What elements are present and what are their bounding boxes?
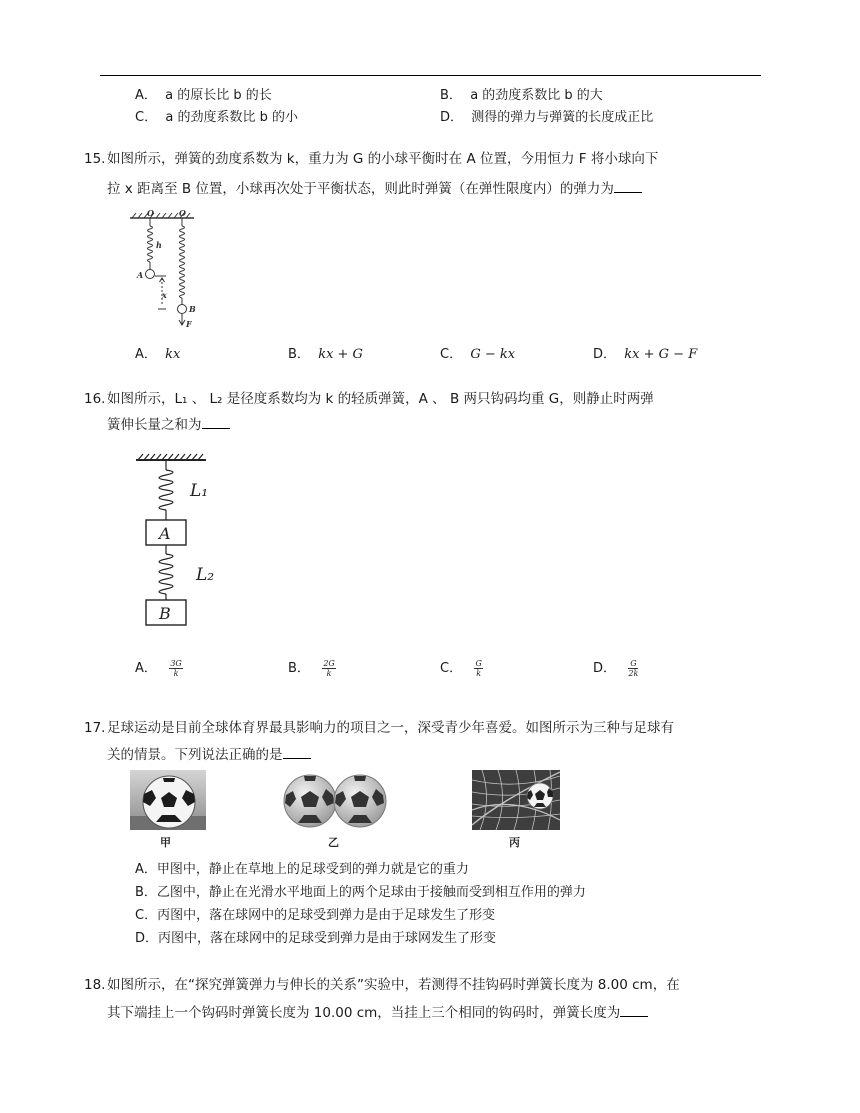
q16-option-c-fraction: $\frac{G}{k}$ xyxy=(475,659,482,678)
q18-stem-line2: 其下端挂上一个钩码时弹簧长度为 10.00 cm，当挂上三个相同的钩码时，弹簧长度为 xyxy=(107,998,648,1028)
q15-label-x: x xyxy=(162,290,167,300)
q15-label-b: B xyxy=(189,304,196,314)
q15-label-o1: O xyxy=(147,208,154,218)
q16-label-a: A xyxy=(159,524,171,543)
q14-option-b[interactable]: B． a 的劲度系数比 b 的大 xyxy=(440,88,603,103)
q17-stem-line2: 关的情景。下列说法正确的是 xyxy=(107,740,311,770)
q15-label-f: F xyxy=(186,319,192,329)
q15-stem-line1: 如图所示，弹簧的劲度系数为 k，重力为 G 的小球平衡时在 A 位置，今用恒力 F 将小球向下 xyxy=(107,151,659,167)
q17-image-jia xyxy=(130,770,206,830)
q14-option-a[interactable]: A． a 的原长比 b 的长 xyxy=(135,88,272,103)
q16-answer-blank[interactable] xyxy=(202,416,230,429)
q17-option-d[interactable]: D．丙图中，落在球网中的足球受到弹力是由于球网发生了形变 xyxy=(135,931,497,946)
q17-option-c[interactable]: C．丙图中，落在球网中的足球受到弹力是由于足球发生了形变 xyxy=(135,908,496,923)
q16-spring-figure xyxy=(130,448,220,628)
q16-option-a[interactable]: A． $\frac{3G}{k}$ xyxy=(135,659,182,678)
q16-label-l2: L₂ xyxy=(196,565,215,585)
q15-option-c[interactable]: C． G − kx xyxy=(440,347,516,362)
q18-answer-blank[interactable] xyxy=(620,1004,648,1017)
q16-option-c[interactable]: C． $\frac{G}{k}$ xyxy=(440,659,482,678)
q17-stem-line1: 足球运动是目前全球体育界最具影响力的项目之一，深受青少年喜爱。如图所示为三种与足球有 xyxy=(107,720,674,736)
q15-label-h: h xyxy=(156,240,162,250)
q15-label-o2: O xyxy=(179,208,186,218)
q17-caption-bing: 丙 xyxy=(509,836,520,849)
q17-caption-yi: 乙 xyxy=(328,836,339,849)
q18-stem-line1: 如图所示，在“探究弹簧弹力与伸长的关系”实验中，若测得不挂钩码时弹簧长度为 8.00 cm，在 xyxy=(107,977,680,993)
q17-caption-jia: 甲 xyxy=(160,836,171,849)
q16-label-b: B xyxy=(159,604,171,623)
header-rule xyxy=(100,75,761,76)
q16-stem-line1: 如图所示，L₁ 、 L₂ 是径度系数均为 k 的轻质弹簧，A 、 B 两只钩码均重 G，则静止时两弹 xyxy=(107,391,654,407)
q17-option-b[interactable]: B．乙图中，静止在光滑水平地面上的两个足球由于接触而受到相互作用的弹力 xyxy=(135,885,586,900)
q15-option-b[interactable]: B． kx + G xyxy=(288,347,363,362)
q15-answer-blank[interactable] xyxy=(614,180,642,193)
q14-option-c[interactable]: C． a 的劲度系数比 b 的小 xyxy=(135,110,298,125)
q15-option-d[interactable]: D． kx + G − F xyxy=(593,347,698,362)
q17-answer-blank[interactable] xyxy=(283,746,311,759)
q15-spring-figure xyxy=(128,206,198,331)
q15-label-a: A xyxy=(137,270,144,280)
q15-stem-line2: 拉 x 距离至 B 位置，小球再次处于平衡状态，则此时弹簧（在弹性限度内）的弹力为 xyxy=(107,174,642,204)
q17-option-a[interactable]: A．甲图中，静止在草地上的足球受到的弹力就是它的重力 xyxy=(135,862,469,877)
q18-number: 18. xyxy=(84,977,106,993)
q17-image-yi xyxy=(282,773,388,829)
q15-number: 15. xyxy=(84,151,106,167)
q16-option-d-fraction: $\frac{G}{2k}$ xyxy=(628,659,639,678)
q16-option-a-fraction: $\frac{3G}{k}$ xyxy=(170,659,182,678)
q17-image-bing xyxy=(472,770,560,830)
q16-stem-line2: 簧伸长量之和为 xyxy=(107,410,230,440)
q15-option-a[interactable]: A． kx xyxy=(135,347,181,362)
q16-label-l1: L₁ xyxy=(190,481,209,501)
q14-option-d[interactable]: D． 测得的弹力与弹簧的长度成正比 xyxy=(440,110,654,125)
q16-option-b[interactable]: B． $\frac{2G}{k}$ xyxy=(288,659,335,678)
q16-number: 16. xyxy=(84,391,106,407)
q16-option-d[interactable]: D． $\frac{G}{2k}$ xyxy=(593,659,639,678)
q16-option-b-fraction: $\frac{2G}{k}$ xyxy=(323,659,335,678)
q17-number: 17. xyxy=(84,720,106,736)
